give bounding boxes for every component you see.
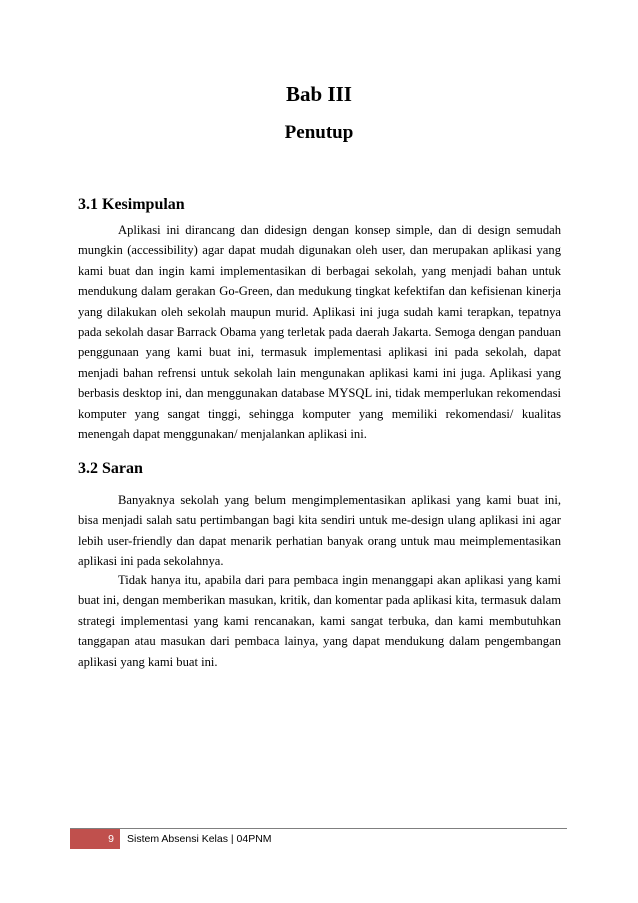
paragraph-kesimpulan: Aplikasi ini dirancang dan didesign dengan konsep simple, dan di design semudah mungkin (accessibility) agar dapat mudah digunakan oleh user, dan merupakan aplikasi yang kami buat dan ingin kami implementasikan di berbagai sekolah, yang menjadi bahan untuk mendukung dalam gerakan Go-Green, dan medukung tingkat kefektifan dan kefisienan kinerja yang dilakukan oleh sekolah maupun murid. Aplikasi ini juga sudah kami terapkan, tepatnya pada sekolah dasar Barrack Obama yang terletak pada daerah Jakarta. Semoga dengan panduan penggunaan yang kami buat ini, termasuk implementasi aplikasi ini pada sekolah, dapat menjadi bahan refrensi untuk sekolah lain mengunakan aplikasi kami ini juga. Aplikasi yang berbasis desktop ini, dan menggunakan database MYSQL ini, tidak memperlukan rekomendasi komputer yang sangat tinggi, sehingga komputer yang memiliki rekomendasi/ kualitas menengah dapat menggunakan/ menjalankan aplikasi ini. [78,223,561,442]
section-heading-kesimpulan: 3.1 Kesimpulan [78,196,185,213]
paragraph-saran-1: Banyaknya sekolah yang belum mengimplementasikan aplikasi yang kami buat ini, bisa menjadi salah satu pertimbangan bagi kita sendiri untuk me-design ulang aplikasi ini agar lebih user-friendly dan dapat menarik perhatian banyak orang untuk mau meimplementasikan aplikasi ini pada sekolahnya. [78,493,561,569]
section-heading-saran: 3.2 Saran [78,460,143,477]
footer-title: Sistem Absensi Kelas | 04PNM [127,833,272,845]
footer-page-number: 9 [108,833,114,845]
paragraph-saran-2: Tidak hanya itu, apabila dari para pembaca ingin menanggapi akan aplikasi yang kami buat ini, dengan memberikan masukan, kritik, dan komentar pada aplikasi kita, termasuk dalam strategi implementasi yang kami rencanakan, kami sangat terbuka, dan kami membutuhkan tanggapan atau masukan dari pembaca lainya, yang dapat mendukung dalam pengembangan aplikasi yang kami buat ini. [78,573,561,669]
chapter-title: Bab III [286,82,352,106]
chapter-subtitle: Penutup [284,122,354,143]
